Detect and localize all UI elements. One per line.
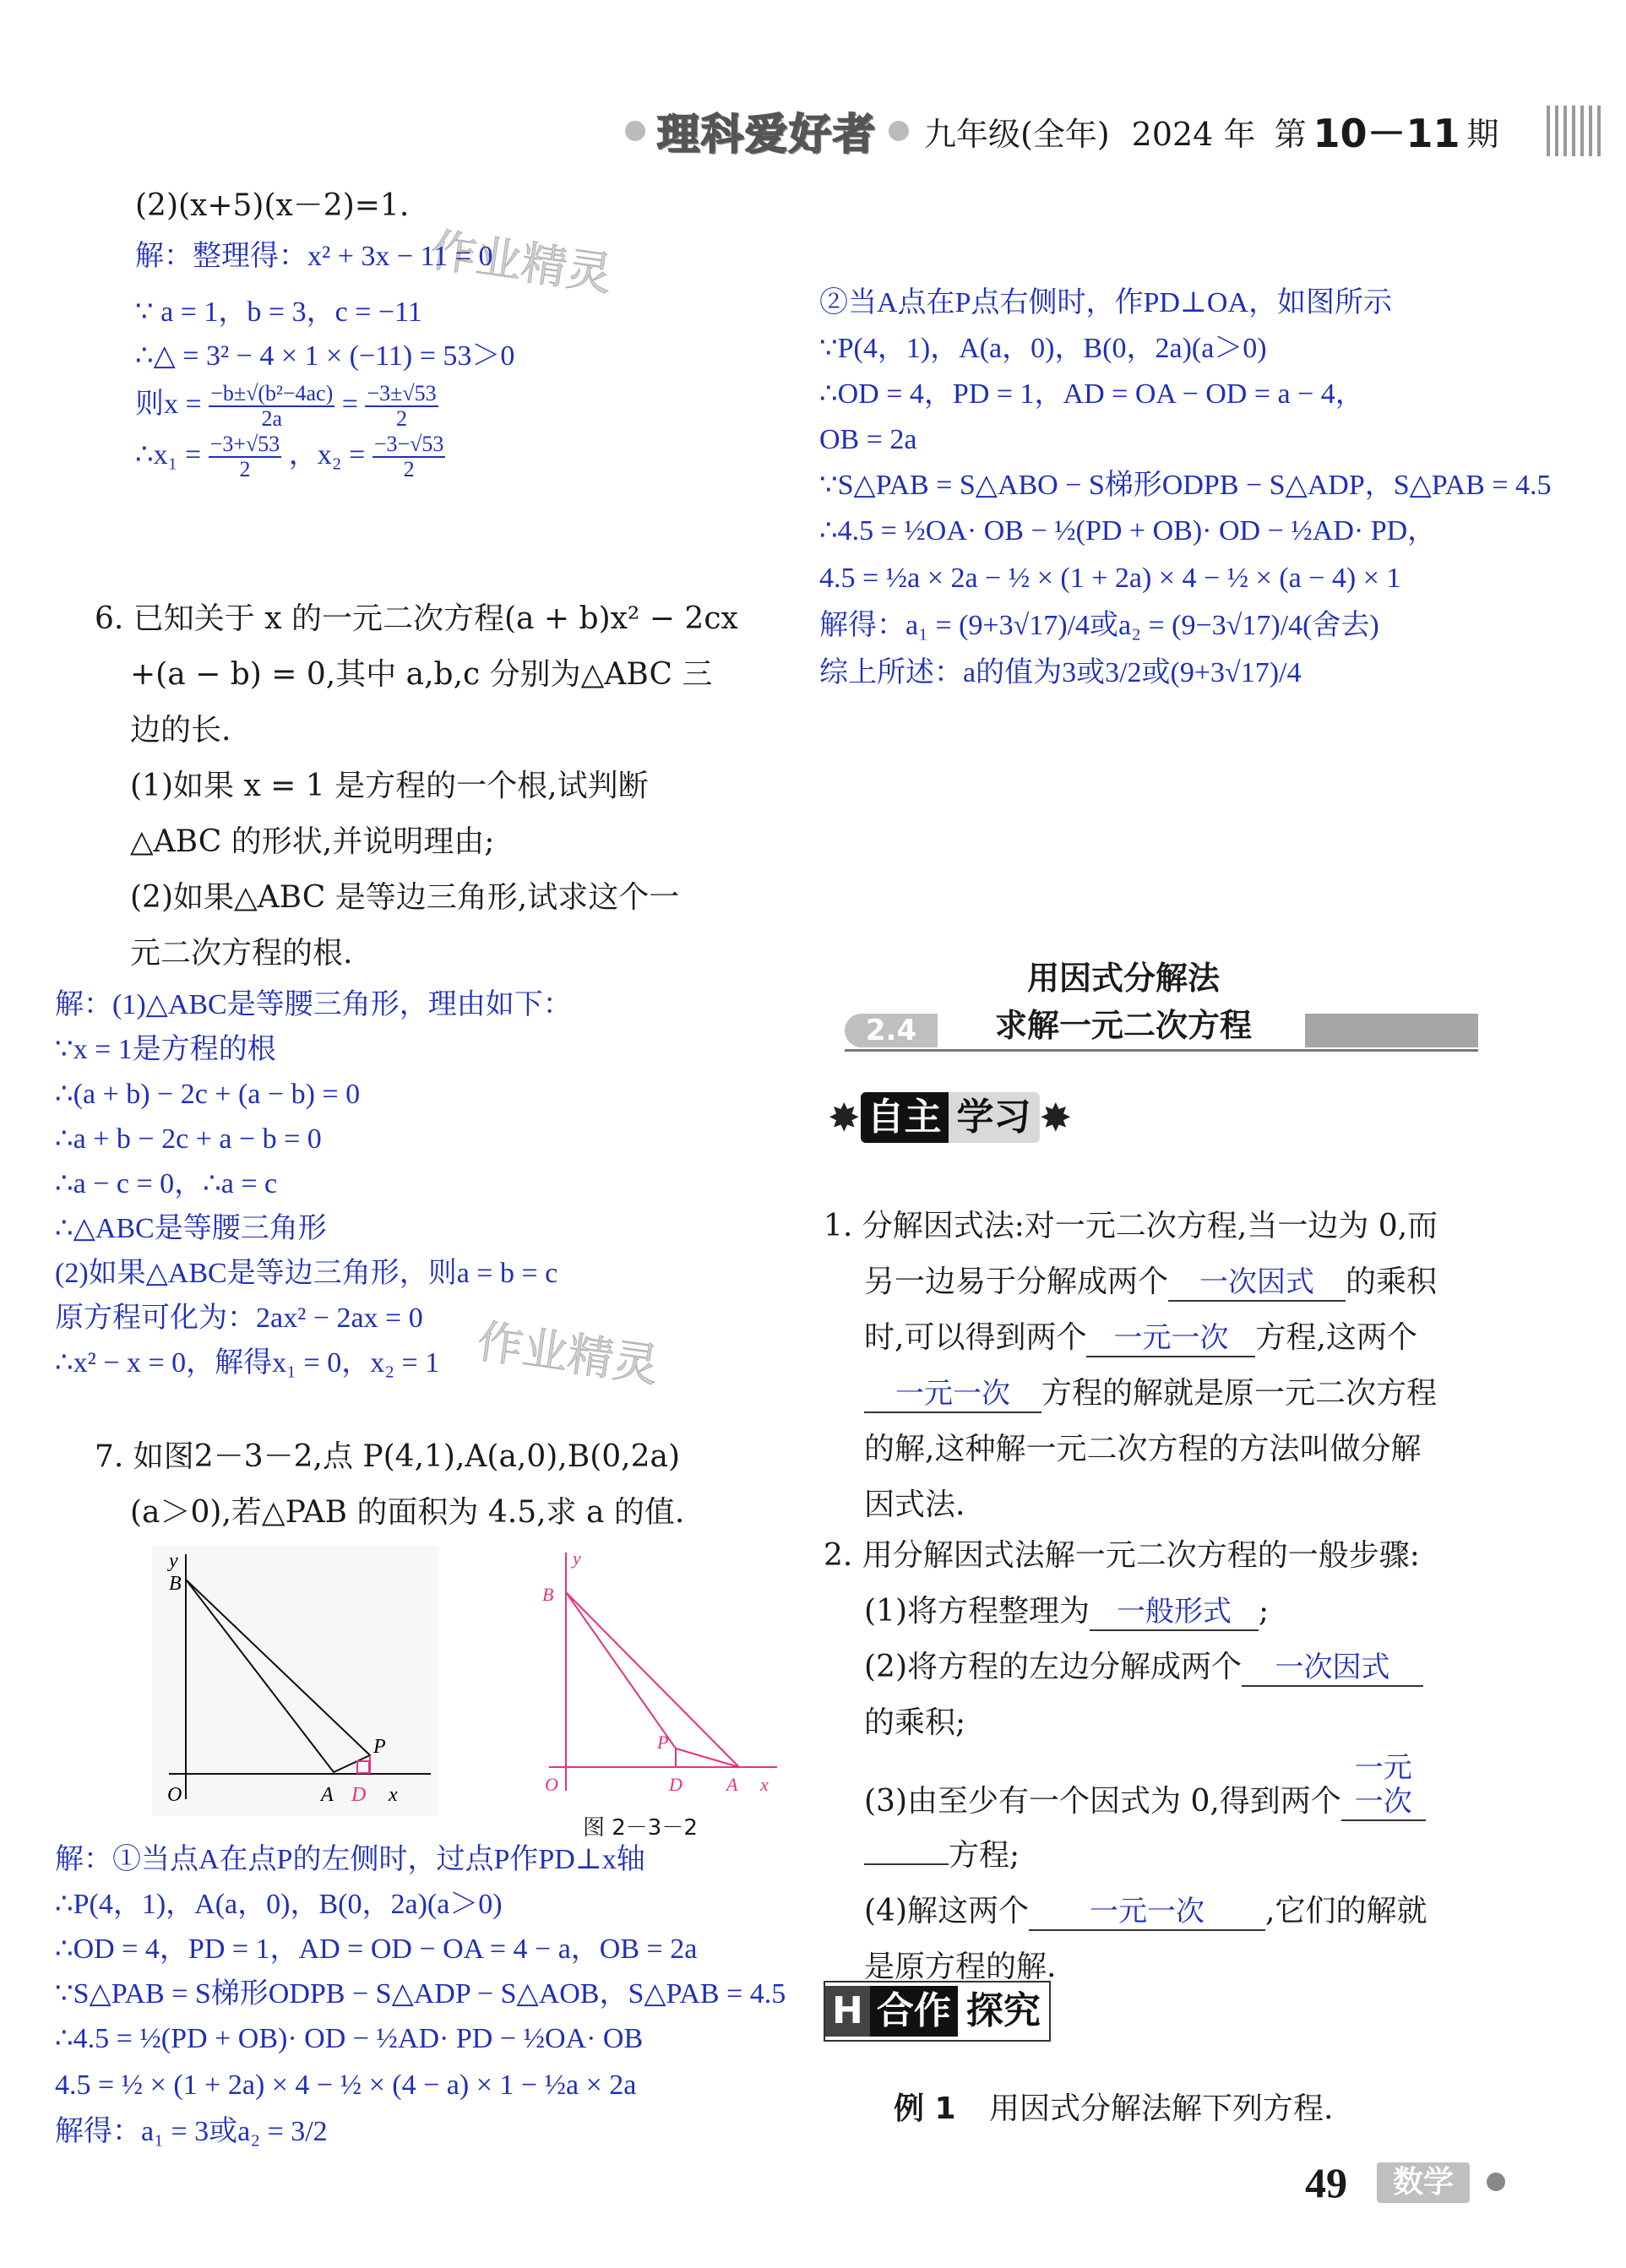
solution-line: 解得：a₁ = 3或a₂ = 3/2 — [55, 2116, 328, 2147]
answer-blank: 一元一次 — [1086, 1322, 1255, 1357]
stem-line: 7. 如图2－3－2,点 P(4,1),A(a,0),B(0,2a) — [95, 1439, 681, 1474]
footer-dot-icon — [1487, 2173, 1505, 2191]
solution-line: ∴(a + b) − 2c + (a − b) = 0 — [55, 1079, 361, 1110]
section-title — [946, 955, 1301, 1049]
q7-solution-case2 — [819, 285, 1580, 702]
figure-left-case — [152, 1546, 439, 1816]
header-ring-icon — [889, 121, 909, 141]
answer-blank: 一次因式 — [1242, 1651, 1423, 1687]
solution-line: ∴4.5 = ½OA· OB − ½(PD + OB)· OD − ½AD· PD， — [819, 515, 1437, 547]
item-line: 是原方程的解. — [864, 1950, 1057, 1984]
equals: = — [341, 388, 358, 420]
badge-part: H — [825, 1986, 870, 2037]
solution-line: 原方程可化为：2ax² − 2ax = 0 — [55, 1303, 423, 1334]
fraction: $\frac{-3\pm√53}{2}$ — [367, 381, 437, 431]
formula-prefix: 则x = — [135, 388, 202, 420]
watermark: 作业精灵 — [474, 1314, 662, 1393]
section-title-line: 求解一元二次方程 — [994, 1007, 1252, 1044]
point-label: D — [351, 1784, 367, 1806]
stem-line: (1)如果 x = 1 是方程的一个根,试判断 — [130, 769, 649, 803]
solution-line: ∵x = 1是方程的根 — [55, 1034, 276, 1065]
item-line: 方程; — [824, 1829, 1584, 1885]
item-line: 1. 分解因式法:对一元二次方程,当一边为 0,而 — [824, 1209, 1438, 1243]
q5-2-stem: (2)(x+5)(x－2)=1. — [135, 188, 410, 223]
badge-part: 学习 — [949, 1092, 1040, 1143]
item1 — [824, 1199, 1584, 1534]
solution-line: 综上所述：a的值为3或3/2或(9+3√17)/4 — [819, 657, 1302, 688]
stem-line: 元二次方程的根. — [130, 936, 353, 971]
q6-solution — [55, 987, 798, 1390]
stem-line: (2)如果△ABC 是等边三角形,试求这个一 — [130, 880, 680, 915]
item-line: 的乘积; — [864, 1705, 966, 1740]
watermark: 作业精灵 — [427, 223, 616, 302]
point-label: P — [373, 1736, 386, 1758]
item2 — [824, 1529, 1584, 1996]
cooperative-badge — [824, 1981, 1051, 2042]
solution-line: 解得：a₁ = (9+3√17)/4或a₂ = (9−3√17)/4(舍去) — [819, 610, 1379, 641]
point-label: A — [321, 1784, 334, 1806]
badge-part: 自主 — [861, 1092, 949, 1143]
item-line: 2. 用分解因式法解一元二次方程的一般步骤: — [824, 1538, 1420, 1573]
stem-line: +(a − b) = 0,其中 a,b,c 分别为△ABC 三 — [130, 657, 713, 692]
point-label: O — [545, 1774, 558, 1795]
magazine-logo: 理科爱好者 — [657, 110, 877, 159]
solution-line: ②当A点在P点右侧时，作PD⊥OA，如图所示 — [819, 287, 1393, 318]
solution-line: ∴4.5 = ½(PD + OB)· OD − ½AD· PD − ½OA· OB — [55, 2023, 644, 2054]
section-bar — [1305, 1014, 1478, 1047]
point-label: D — [669, 1774, 682, 1795]
solution-line: OB = 2a — [819, 424, 917, 455]
solution-line: ∵S△PAB = S△ABO − S梯形ODPB − S△ADP，S△PAB = 4.5 — [819, 470, 1552, 501]
solution-line: 4.5 = ½a × 2a − ½ × (1 + 2a) × 4 − ½ × (a − 4) × 1 — [819, 563, 1401, 594]
axis-label: x — [760, 1774, 769, 1795]
item-line: 时,可以得到两个 一元一次 方程,这两个 — [824, 1311, 1584, 1367]
section-title-line: 用因式分解法 — [1026, 960, 1220, 997]
solution-line: ∴△ABC是等腰三角形 — [55, 1213, 327, 1244]
solution-line: 解：整理得：x² + 3x − 11 = 0 — [135, 241, 493, 272]
header-issue: 10－11 — [1313, 111, 1460, 156]
solution-line: ∴P(4，1)，A(a，0)，B(0，2a)(a＞0) — [55, 1889, 503, 1920]
section-number: 2.4 — [845, 1014, 938, 1047]
solution-line: ∵ a = 1，b = 3，c = −11 — [135, 296, 422, 328]
axis-label: y — [573, 1547, 581, 1569]
item-line: (4)解这两个 一元一次 ,它们的解就 — [824, 1885, 1584, 1940]
item-line: (3)由至少有一个因式为 0,得到两个一元一次 — [824, 1752, 1584, 1829]
point-label: B — [542, 1584, 554, 1605]
answer-blank-continuation — [864, 1863, 949, 1865]
solution-line: ∴a + b − 2c + a − b = 0 — [55, 1123, 322, 1155]
fraction: $\frac{-3-√53}{2}$ — [373, 432, 444, 481]
self-study-badge — [828, 1086, 1072, 1149]
answer-blank: 一元一次 — [1341, 1752, 1426, 1821]
page-number: 49 — [1305, 2159, 1347, 2206]
solution-line: (2)如果△ABC是等边三角形，则a = b = c — [55, 1258, 558, 1289]
answer-blank: 一般形式 — [1090, 1596, 1259, 1631]
point-label: O — [167, 1784, 182, 1806]
solution-line: ∴x² − x = 0，解得x₁ = 0，x₂ = 1 — [55, 1347, 440, 1379]
solution-line: 解：(1)△ABC是等腰三角形，理由如下： — [55, 989, 572, 1020]
q5-2-solution — [135, 238, 828, 488]
header-stripes — [1547, 106, 1606, 156]
item-line: (2)将方程的左边分解成两个 一次因式 — [824, 1640, 1584, 1696]
q7-stem — [95, 1429, 821, 1541]
section-underline — [845, 1049, 1478, 1052]
figure-right-case — [524, 1546, 802, 1808]
example-label: 例 1 — [894, 2091, 956, 2126]
header-issue-prefix: 第 — [1274, 115, 1307, 153]
quadratic-formula-line — [135, 382, 828, 432]
stem-line: (a＞0),若△PAB 的面积为 4.5,求 a 的值. — [130, 1495, 685, 1530]
axis-label: y — [169, 1550, 178, 1572]
stem-line: 边的长. — [130, 713, 231, 748]
fraction: $\frac{-3+√53}{2}$ — [209, 432, 280, 481]
fraction: $\frac{\text{−b±√(b²−4ac)}}{2a}$ — [210, 381, 334, 431]
header-issue-suffix: 期 — [1466, 115, 1499, 153]
figure-caption: 图 2－3－2 — [583, 1815, 698, 1841]
item-line: 的解,这种解一元二次方程的方法叫做分解 — [864, 1432, 1422, 1466]
example-text: 用因式分解法解下列方程. — [989, 2091, 1334, 2126]
header-grade: 九年级(全年) — [924, 115, 1110, 153]
solution-line: ∵P(4，1)，A(a，0)，B(0，2a)(a＞0) — [819, 333, 1267, 364]
badge-part: 合作 — [870, 1986, 958, 2037]
q7-solution-case1 — [55, 1841, 866, 2158]
stem-line: △ABC 的形状,并说明理由; — [130, 824, 495, 859]
answer-blank: 一元一次 — [1029, 1895, 1265, 1931]
solution-line: ∴OD = 4，PD = 1，AD = OA − OD = a − 4， — [819, 378, 1364, 410]
item-line: (1)将方程整理为 一般形式 ; — [824, 1585, 1584, 1640]
answer-blank: 一元一次 — [864, 1378, 1041, 1413]
solution-line: ∴OD = 4，PD = 1，AD = OD − OA = 4 − a，OB = 2a — [55, 1934, 698, 1965]
axis-label: x — [389, 1784, 398, 1806]
roots-mid: ，x₂ = — [288, 438, 366, 470]
header-ring-icon — [625, 121, 645, 141]
solution-line: ∵S△PAB = S梯形ODPB − S△ADP − S△AOB，S△PAB = 4.5 — [55, 1978, 786, 2010]
page-header — [625, 101, 1605, 160]
item-line: 另一边易于分解成两个 一次因式 的乘积 — [824, 1255, 1584, 1311]
subject-tag: 数学 — [1377, 2162, 1470, 2203]
item-line: 一元一次 方程的解就是原一元二次方程 — [824, 1367, 1584, 1422]
roots-prefix: ∴x₁ = — [135, 438, 202, 470]
solution-line: ∴△ = 3² − 4 × 1 × (−11) = 53＞0 — [135, 340, 515, 372]
roots-line — [135, 432, 828, 488]
point-label: P — [657, 1732, 669, 1753]
point-label: A — [726, 1774, 738, 1795]
badge-part: 探究 — [958, 1986, 1049, 2037]
starburst-icon: ✸ — [828, 1095, 861, 1140]
point-label: B — [169, 1573, 182, 1595]
solution-line: ∴a − c = 0，∴a = c — [55, 1168, 278, 1199]
q6-stem — [95, 591, 787, 982]
starburst-icon: ✸ — [1039, 1095, 1073, 1140]
stem-line: 6. 已知关于 x 的一元二次方程(a + b)x² − 2cx — [95, 601, 738, 636]
header-year: 2024 年 — [1131, 115, 1256, 153]
answer-blank: 一次因式 — [1168, 1266, 1346, 1302]
solution-line: 解：①当点A在点P的左侧时，过点P作PD⊥x轴 — [55, 1844, 645, 1875]
example-1 — [894, 2091, 1334, 2128]
item-line: 因式法. — [864, 1488, 965, 1522]
solution-line: 4.5 = ½ × (1 + 2a) × 4 − ½ × (4 − a) × 1 − ½a × 2a — [55, 2069, 637, 2101]
